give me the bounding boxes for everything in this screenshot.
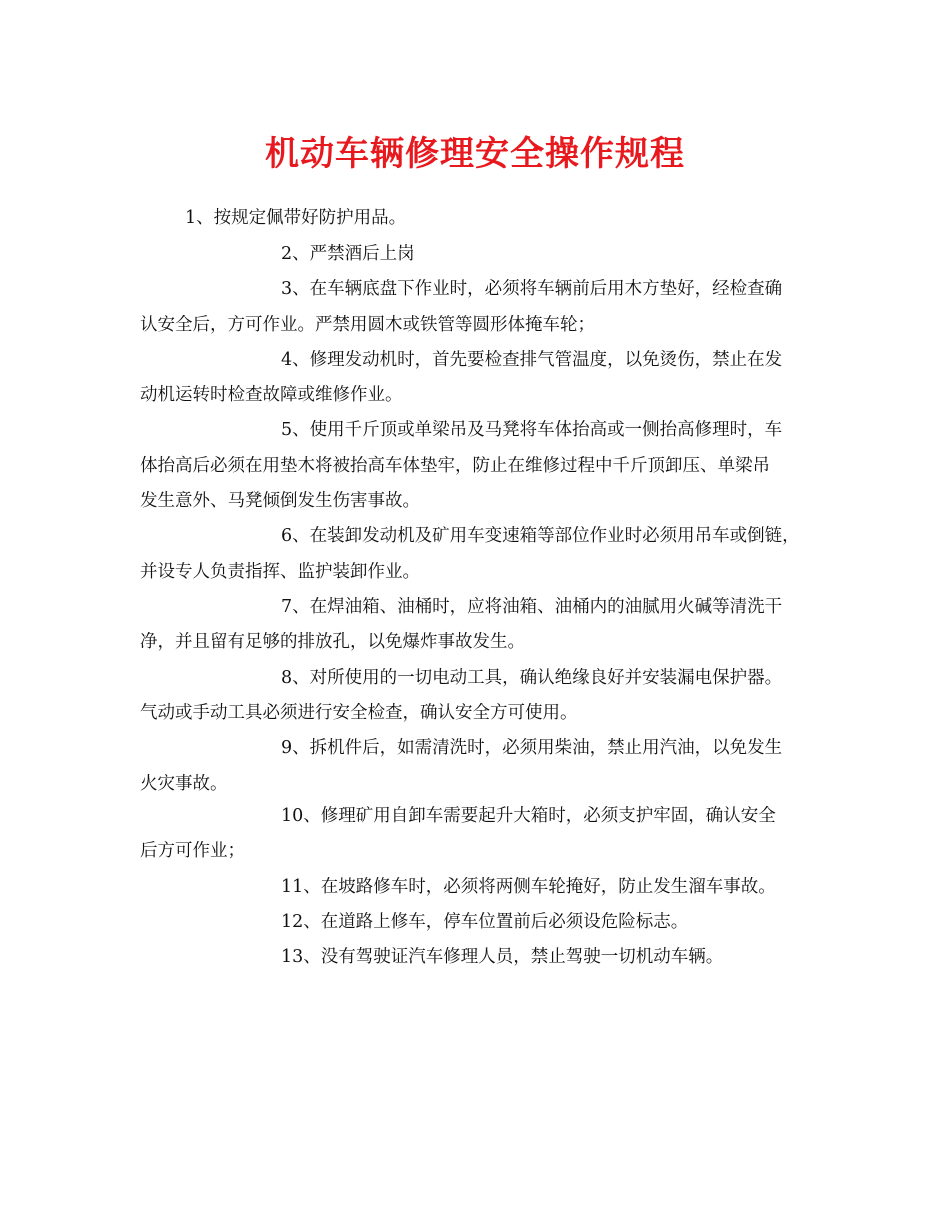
rule-line: 1、按规定佩带好防护用品。 [185,208,407,228]
rule-line: 气动或手动工具必须进行安全检查，确认安全方可使用。 [140,703,578,723]
rule-line: 6、在装卸发动机及矿用车变速箱等部位作业时必须用吊车或倒链， [281,526,800,546]
rule-line: 体抬高后必须在用垫木将被抬高车体垫牢，防止在维修过程中千斤顶卸压、单梁吊 [140,456,770,476]
rule-line: 4、修理发动机时，首先要检查排气管温度，以免烫伤，禁止在发 [281,350,783,370]
document-title: 机动车辆修理安全操作规程 [265,134,685,174]
rule-line: 认安全后，方可作业。严禁用圆木或铁管等圆形体掩车轮； [140,315,595,335]
rule-line: 13、没有驾驶证汽车修理人员，禁止驾驶一切机动车辆。 [281,947,724,967]
rule-line: 2、严禁酒后上岗 [281,244,415,264]
rule-line: 10、修理矿用自卸车需要起升大箱时，必须支护牢固，确认安全 [281,806,776,826]
rule-line: 净，并且留有足够的排放孔，以免爆炸事故发生。 [140,632,525,652]
rule-line: 9、拆机件后，如需清洗时，必须用柴油，禁止用汽油，以免发生 [281,738,783,758]
rule-line: 3、在车辆底盘下作业时，必须将车辆前后用木方垫好，经检查确 [281,279,783,299]
rule-line: 后方可作业； [140,841,245,861]
rule-line: 8、对所使用的一切电动工具，确认绝缘良好并安装漏电保护器。 [281,668,783,688]
rule-line: 发生意外、马凳倾倒发生伤害事故。 [140,491,420,511]
rule-line: 动机运转时检查故障或维修作业。 [140,385,403,405]
rule-line: 7、在焊油箱、油桶时，应将油箱、油桶内的油腻用火碱等清洗干 [281,597,783,617]
rule-line: 12、在道路上修车，停车位置前后必须设危险标志。 [281,912,689,932]
rule-line: 并设专人负责指挥、监护装卸作业。 [140,562,420,582]
rule-line: 11、在坡路修车时，必须将两侧车轮掩好，防止发生溜车事故。 [281,877,776,897]
rule-line: 5、使用千斤顶或单梁吊及马凳将车体抬高或一侧抬高修理时，车 [281,420,783,440]
rule-line: 火灾事故。 [140,774,228,794]
